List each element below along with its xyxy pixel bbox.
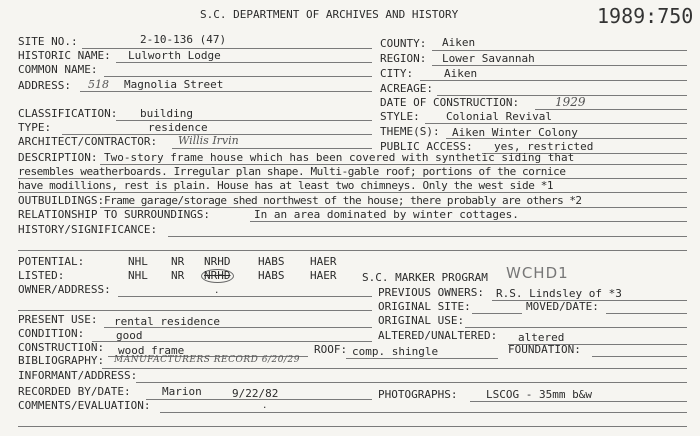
owner-address-line-2 bbox=[18, 310, 372, 311]
comments-dot: . bbox=[262, 401, 268, 411]
moved-date-label: MOVED/DATE: bbox=[526, 300, 599, 313]
common-name-line bbox=[104, 76, 372, 77]
relationship-line bbox=[250, 221, 687, 222]
type-label: TYPE: bbox=[18, 121, 52, 134]
photographs-label: PHOTOGRAPHS: bbox=[378, 388, 458, 401]
public-access-value: yes, restricted bbox=[494, 140, 594, 153]
city-value: Aiken bbox=[444, 67, 478, 80]
present-use-label: PRESENT USE: bbox=[18, 313, 98, 326]
style-line bbox=[425, 123, 687, 124]
listed-nhl: NHL bbox=[128, 269, 148, 282]
previous-owners-label: PREVIOUS OWNERS: bbox=[378, 286, 484, 299]
outbuildings-label: OUTBUILDINGS: bbox=[18, 194, 105, 207]
site-no-label: SITE NO.: bbox=[18, 35, 78, 48]
previous-owners-value: R.S. Lindsley of *3 bbox=[496, 287, 622, 300]
history-label: HISTORY/SIGNIFICANCE: bbox=[18, 223, 158, 236]
relationship-value: In an area dominated by winter cottages. bbox=[254, 208, 519, 221]
potential-haer: HAER bbox=[310, 255, 337, 268]
style-value: Colonial Revival bbox=[446, 110, 552, 123]
informant-line bbox=[136, 382, 687, 383]
listed-haer: HAER bbox=[310, 269, 337, 282]
historic-name-label: HISTORIC NAME: bbox=[18, 49, 111, 62]
description-line-3: have modillions, rest is plain. House has at least two chimneys. Only the west side *1 bbox=[18, 179, 554, 192]
recorded-by-line bbox=[146, 399, 372, 400]
present-use-value: rental residence bbox=[114, 315, 220, 328]
photographs-value: LSCOG - 35mm b&w bbox=[486, 388, 592, 401]
informant-label: INFORMANT/ADDRESS: bbox=[18, 369, 138, 382]
present-use-line bbox=[104, 327, 372, 328]
address-line bbox=[80, 91, 372, 92]
relationship-label: RELATIONSHIP TO SURROUNDINGS: bbox=[18, 208, 211, 221]
original-use-line bbox=[465, 327, 687, 328]
comments-line-2 bbox=[18, 426, 687, 427]
original-site-line bbox=[472, 313, 522, 314]
listed-nr: NR bbox=[171, 269, 185, 282]
roof-value: comp. shingle bbox=[352, 345, 439, 358]
architect-value: Willis Irvin bbox=[178, 134, 239, 147]
classification-label: CLASSIFICATION: bbox=[18, 107, 118, 120]
architect-line bbox=[172, 148, 372, 149]
marker-program-value: WCHD1 bbox=[506, 264, 569, 282]
theme-line bbox=[446, 138, 687, 139]
altered-label: ALTERED/UNALTERED: bbox=[378, 329, 498, 342]
region-value: Lower Savannah bbox=[442, 52, 535, 65]
potential-habs: HABS bbox=[258, 255, 285, 268]
description-line-2: resembles weatherboards. Irregular plan shape. Multi-gable roof; portions of the cornice bbox=[18, 165, 566, 178]
foundation-label: FOUNDATION: bbox=[508, 343, 581, 356]
condition-value: good bbox=[116, 329, 143, 342]
bibliography-line bbox=[102, 368, 687, 369]
date-of-construction-line bbox=[535, 109, 687, 110]
condition-label: CONDITION: bbox=[18, 327, 85, 340]
potential-nr: NR bbox=[171, 255, 185, 268]
description-label: DESCRIPTION: bbox=[18, 151, 98, 164]
city-label: CITY: bbox=[380, 67, 414, 80]
history-line-2 bbox=[18, 250, 687, 251]
style-label: STYLE: bbox=[380, 110, 420, 123]
altered-value: altered bbox=[518, 331, 565, 344]
recorded-by-date: 9/22/82 bbox=[232, 387, 279, 400]
recorded-by-name: Marion bbox=[162, 385, 202, 398]
public-access-label: PUBLIC ACCESS: bbox=[380, 140, 473, 153]
form-title: S.C. DEPARTMENT OF ARCHIVES AND HISTORY bbox=[200, 8, 459, 21]
marker-program-label: S.C. MARKER PROGRAM bbox=[362, 271, 488, 284]
comments-label: COMMENTS/EVALUATION: bbox=[18, 399, 151, 412]
construction-value: wood frame bbox=[118, 344, 185, 357]
address-number: 518 bbox=[88, 78, 109, 91]
address-street: Magnolia Street bbox=[124, 78, 224, 91]
date-of-construction-label: DATE OF CONSTRUCTION: bbox=[380, 96, 520, 109]
history-line bbox=[168, 236, 687, 237]
original-use-label: ORIGINAL USE: bbox=[378, 314, 465, 327]
owner-address-line bbox=[118, 296, 372, 297]
recorded-by-label: RECORDED BY/DATE: bbox=[18, 385, 131, 398]
potential-label: POTENTIAL: bbox=[18, 255, 85, 268]
historic-name-value: Lulworth Lodge bbox=[128, 49, 221, 62]
owner-dot: . bbox=[214, 286, 220, 296]
photographs-line bbox=[470, 401, 687, 402]
potential-nhl: NHL bbox=[128, 255, 148, 268]
site-no-value: 2-10-136 (47) bbox=[140, 33, 227, 46]
roof-line bbox=[346, 358, 498, 359]
description-line-1: Two-story frame house which has been covered with synthetic siding that bbox=[104, 151, 575, 164]
potential-nrhd: NRHD bbox=[204, 255, 231, 268]
outbuildings-value: Frame garage/storage shed northwest of the house; there probably are others *2 bbox=[104, 194, 582, 207]
condition-line bbox=[92, 341, 372, 342]
description-rule-3 bbox=[18, 192, 687, 193]
foundation-line bbox=[592, 356, 687, 357]
owner-address-label: OWNER/ADDRESS: bbox=[18, 283, 111, 296]
city-line bbox=[420, 80, 687, 81]
region-label: REGION: bbox=[380, 52, 427, 65]
county-label: COUNTY: bbox=[380, 37, 427, 50]
accession-number: 1989:750 bbox=[597, 4, 694, 28]
acreage-label: ACREAGE: bbox=[380, 82, 433, 95]
county-value: Aiken bbox=[442, 36, 476, 49]
listed-label: LISTED: bbox=[18, 269, 65, 282]
bibliography-label: BIBLIOGRAPHY: bbox=[18, 354, 105, 367]
theme-value: Aiken Winter Colony bbox=[452, 126, 578, 139]
address-label: ADDRESS: bbox=[18, 79, 71, 92]
county-line bbox=[432, 50, 687, 51]
roof-label: ROOF: bbox=[314, 343, 348, 356]
construction-label: CONSTRUCTION: bbox=[18, 341, 105, 354]
architect-label: ARCHITECT/CONTRACTOR: bbox=[18, 135, 158, 148]
region-line bbox=[432, 65, 687, 66]
theme-label: THEME(S): bbox=[380, 125, 440, 138]
classification-value: building bbox=[140, 107, 193, 120]
bibliography-value: MANUFACTURERS RECORD 6/20/29 bbox=[114, 355, 300, 365]
site-no-line bbox=[82, 48, 372, 49]
historic-name-line bbox=[116, 62, 372, 63]
listed-habs: HABS bbox=[258, 269, 285, 282]
moved-date-line bbox=[606, 313, 687, 314]
listed-nrhd-circled: NRHD bbox=[201, 269, 234, 283]
comments-line bbox=[160, 412, 687, 413]
type-value: residence bbox=[148, 121, 208, 134]
original-site-label: ORIGINAL SITE: bbox=[378, 300, 471, 313]
date-of-construction-value: 1929 bbox=[555, 95, 586, 109]
common-name-label: COMMON NAME: bbox=[18, 63, 98, 76]
